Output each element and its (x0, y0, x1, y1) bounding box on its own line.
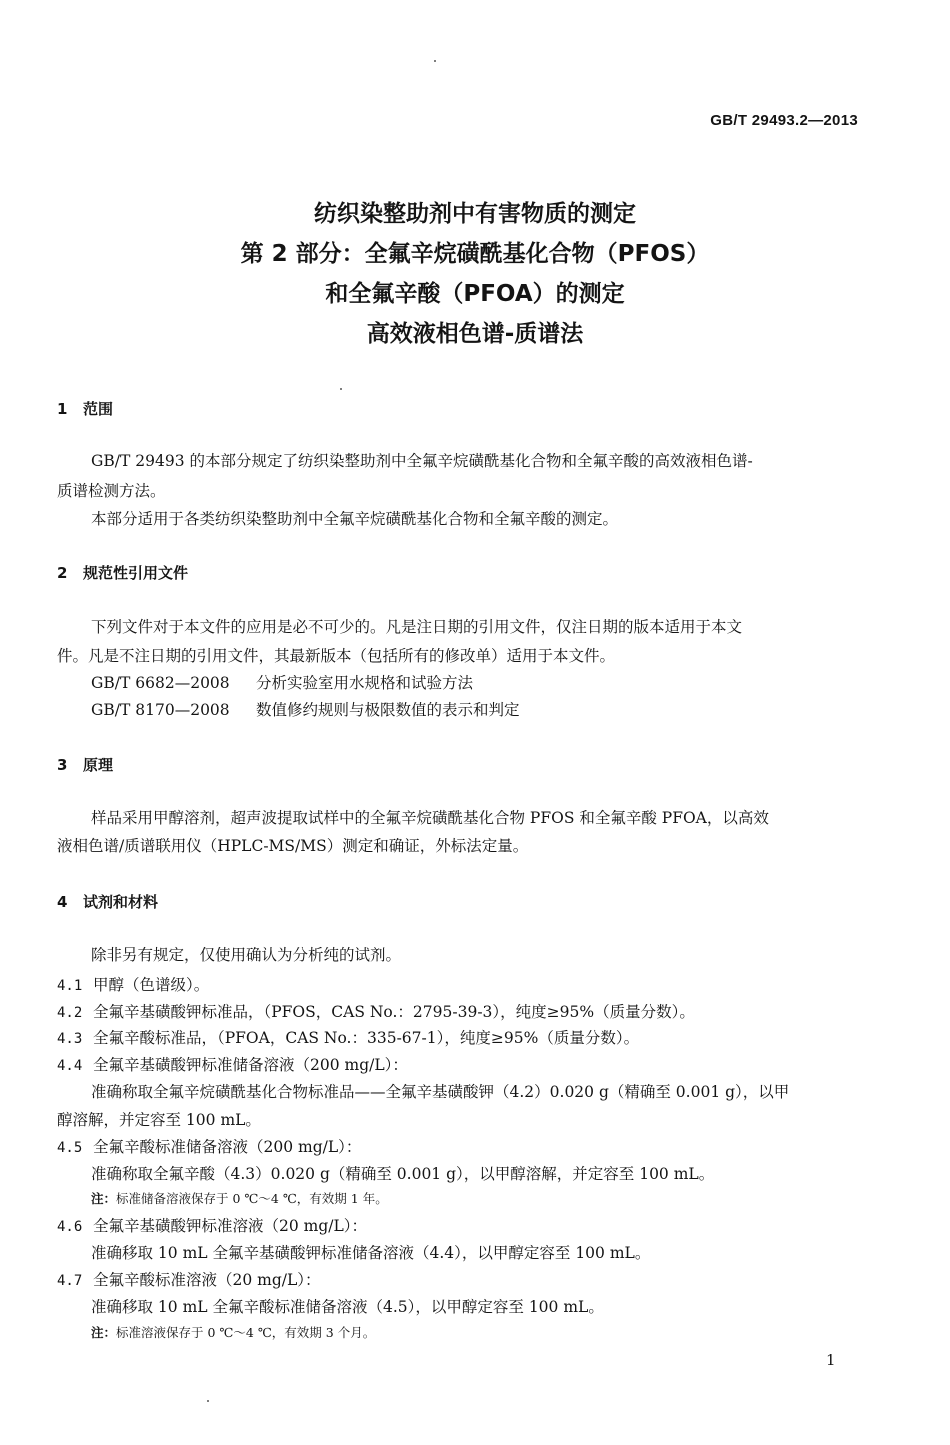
item-4-5 (57, 1135, 361, 1157)
note-label: 注： (91, 1325, 117, 1340)
scan-speck (207, 1400, 209, 1402)
section-1-heading (57, 398, 113, 419)
item-text: 全氟辛酸标准储备溶液（200 mg/L）： (93, 1138, 362, 1156)
note-text: 标准溶液保存于 0 ℃～4 ℃，有效期 3 个月。 (116, 1325, 376, 1340)
item-4-5-body: 准确称取全氟辛酸（4.3）0.020 g（精确至 0.001 g），以甲醇溶解，并定容至 100 mL。 (91, 1165, 715, 1183)
section-number: 1 (57, 400, 68, 418)
page-number: 1 (826, 1351, 836, 1369)
reference-item (91, 700, 520, 720)
section-1-para-1-line-1: GB/T 29493 的本部分规定了纺织染整助剂中全氟辛烷磺酰基化合物和全氟辛酸的高效液相色谱- (91, 452, 753, 470)
item-number: 4.6 (57, 1219, 83, 1235)
standard-code: GB/T 29493.2—2013 (710, 112, 858, 129)
note-label: 注： (91, 1191, 117, 1206)
item-4-6 (57, 1214, 367, 1236)
item-number: 4.5 (57, 1140, 83, 1156)
section-2-para-line-2: 件。凡是不注日期的引用文件，其最新版本（包括所有的修改单）适用于本文件。 (57, 647, 616, 665)
reference-title: 数值修约规则与极限数值的表示和判定 (256, 701, 520, 719)
section-3-heading (57, 754, 113, 775)
item-4-4-body-line-2: 醇溶解，并定容至 100 mL。 (57, 1111, 261, 1129)
item-4-1 (57, 973, 209, 995)
item-4-5-note (91, 1189, 388, 1207)
section-3-para-line-2: 液相色谱/质谱联用仪（HPLC-MS/MS）测定和确证，外标法定量。 (57, 837, 529, 855)
reference-title: 分析实验室用水规格和试验方法 (256, 674, 474, 692)
title-line-2: 第 2 部分：全氟辛烷磺酰基化合物（PFOS） (240, 241, 710, 267)
item-text: 全氟辛基磺酸钾标准溶液（20 mg/L）： (93, 1217, 368, 1235)
section-title: 试剂和材料 (83, 893, 159, 911)
section-title: 规范性引用文件 (83, 564, 189, 582)
scan-speck (340, 388, 342, 390)
document-title (0, 194, 950, 354)
item-4-7 (57, 1268, 321, 1290)
section-title: 范围 (83, 400, 114, 418)
section-title: 原理 (83, 756, 114, 774)
item-text: 全氟辛基磺酸钾标准储备溶液（200 mg/L）： (93, 1056, 408, 1074)
section-3-para-line-1: 样品采用甲醇溶剂，超声波提取试样中的全氟辛烷磺酰基化合物 PFOS 和全氟辛酸 PFOA，以高效 (91, 809, 769, 827)
reference-code: GB/T 8170—2008 (91, 701, 230, 719)
section-2-para-line-1: 下列文件对于本文件的应用是必不可少的。凡是注日期的引用文件，仅注日期的版本适用于本文 (91, 618, 743, 636)
section-2-heading (57, 562, 188, 583)
item-4-3 (57, 1026, 639, 1048)
section-4-heading (57, 891, 158, 912)
item-text: 全氟辛酸标准品，（PFOA，CAS No.：335-67-1），纯度≥95%（质量分数）。 (93, 1029, 640, 1047)
scan-speck (434, 60, 436, 62)
section-number: 2 (57, 564, 68, 582)
item-text: 全氟辛酸标准溶液（20 mg/L）： (93, 1271, 321, 1289)
item-number: 4.1 (57, 978, 83, 994)
title-line-1: 纺织染整助剂中有害物质的测定 (314, 201, 636, 227)
reference-item (91, 673, 473, 693)
item-number: 4.7 (57, 1273, 83, 1289)
item-4-4-body-line-1: 准确称取全氟辛烷磺酰基化合物标准品——全氟辛基磺酸钾（4.2）0.020 g（精确至 0.001 g），以甲 (91, 1083, 790, 1101)
item-number: 4.2 (57, 1005, 83, 1021)
item-4-2 (57, 1000, 695, 1022)
item-number: 4.3 (57, 1031, 83, 1047)
section-4-intro: 除非另有规定，仅使用确认为分析纯的试剂。 (91, 946, 402, 964)
item-text: 甲醇（色谱级）。 (93, 976, 210, 994)
item-4-7-note (91, 1323, 375, 1341)
item-4-6-body: 准确移取 10 mL 全氟辛基磺酸钾标准储备溶液（4.4），以甲醇定容至 100 mL。 (91, 1244, 651, 1262)
section-number: 3 (57, 756, 68, 774)
section-1-para-1-line-2: 质谱检测方法。 (57, 482, 166, 500)
item-number: 4.4 (57, 1058, 83, 1074)
section-number: 4 (57, 893, 68, 911)
note-text: 标准储备溶液保存于 0 ℃～4 ℃，有效期 1 年。 (116, 1191, 388, 1206)
title-line-3: 和全氟辛酸（PFOA）的测定 (325, 281, 625, 307)
item-4-4 (57, 1053, 408, 1075)
item-text: 全氟辛基磺酸钾标准品，（PFOS，CAS No.：2795-39-3），纯度≥95%（质量分数）。 (93, 1003, 695, 1021)
section-1-para-2: 本部分适用于各类纺织染整助剂中全氟辛烷磺酰基化合物和全氟辛酸的测定。 (91, 510, 619, 528)
item-4-7-body: 准确移取 10 mL 全氟辛酸标准储备溶液（4.5），以甲醇定容至 100 mL。 (91, 1298, 604, 1316)
reference-code: GB/T 6682—2008 (91, 674, 230, 692)
title-line-4: 高效液相色谱-质谱法 (366, 321, 584, 347)
